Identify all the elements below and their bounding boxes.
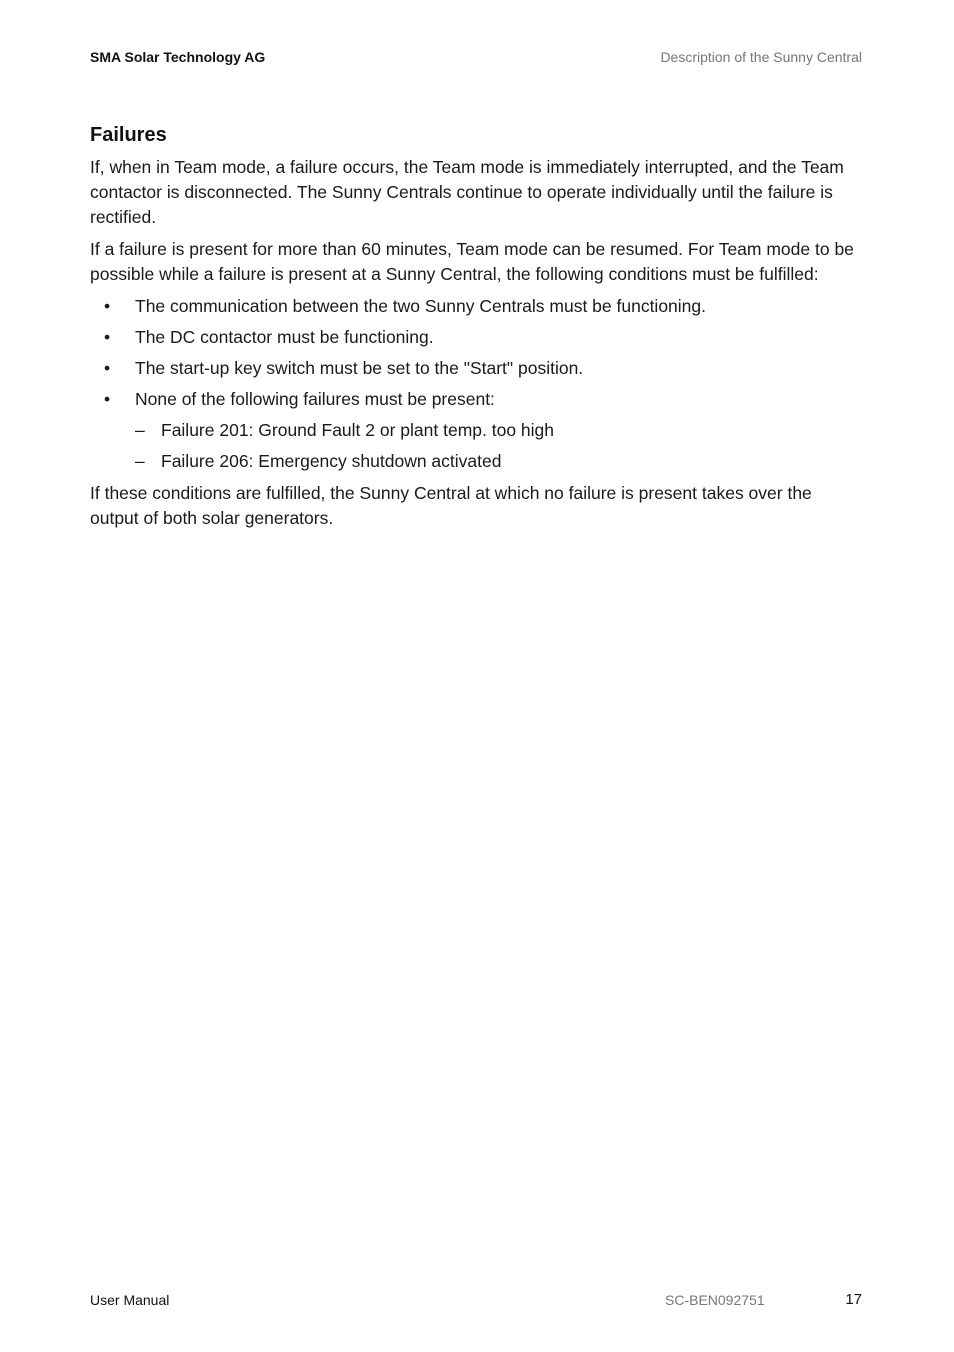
bullet-marker: •: [104, 358, 111, 378]
list-item: [90, 387, 862, 474]
bullet-marker: •: [104, 327, 111, 347]
sublist-item-text: Failure 201: Ground Fault 2 or plant temp. too high: [161, 420, 555, 440]
list-item-text: The start-up key switch must be set to the "Start" position.: [135, 358, 584, 378]
list-item-text: The DC contactor must be functioning.: [135, 327, 434, 347]
sublist-item: [135, 449, 862, 474]
list-item: [90, 325, 862, 350]
list-item-text: None of the following failures must be present:: [135, 389, 495, 409]
sublist-item-text: Failure 206: Emergency shutdown activated: [161, 451, 502, 471]
conditions-list: [90, 294, 862, 474]
paragraph-3: If these conditions are fulfilled, the Sunny Central at which no failure is present takes over the output of both solar generators.: [90, 483, 812, 528]
header-section-title: Description of the Sunny Central: [660, 49, 862, 65]
list-item-text: The communication between the two Sunny Centrals must be functioning.: [135, 296, 707, 316]
section-heading: Failures: [90, 124, 167, 146]
paragraph-2: If a failure is present for more than 60 minutes, Team mode can be resumed. For Team mode to be possible while a failure is present at a Sunny Central, the following conditions must be fulfilled:: [90, 239, 854, 284]
dash-marker: –: [135, 420, 145, 440]
bullet-marker: •: [104, 296, 111, 316]
paragraph-1: If, when in Team mode, a failure occurs, the Team mode is immediately interrupted, and the Team contactor is disconnected. The Sunny Centrals continue to operate individually until the failure is rectified.: [90, 157, 844, 227]
list-item: [90, 356, 862, 381]
failures-sublist: [135, 418, 862, 474]
page-number: 17: [845, 1291, 862, 1308]
list-item: [90, 294, 862, 319]
footer-doc-code: SC-BEN092751: [665, 1292, 765, 1308]
header-company: SMA Solar Technology AG: [90, 49, 266, 65]
main-content: [90, 124, 862, 538]
bullet-marker: •: [104, 389, 111, 409]
footer-doc-type: User Manual: [90, 1292, 170, 1308]
sublist-item: [135, 418, 862, 443]
dash-marker: –: [135, 451, 145, 471]
